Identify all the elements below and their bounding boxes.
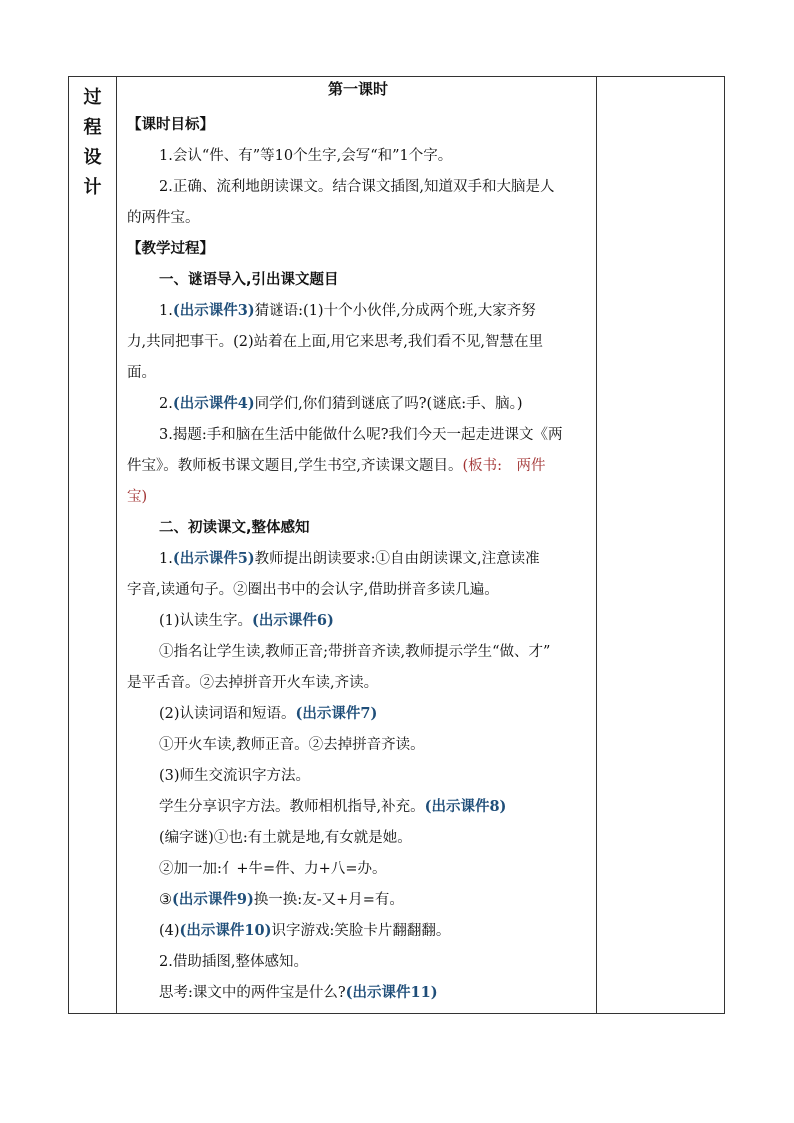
part-heading: 一、谜语导入,引出课文题目	[159, 272, 339, 288]
paragraph-line: 2.借助插图,整体感知。	[159, 954, 308, 970]
goal-item: 1.会认“件、有”等10个生字,会写“和”1个字。	[159, 148, 453, 164]
side-label-char: 计	[83, 177, 102, 198]
courseware-ref: (出示课件7)	[295, 705, 378, 722]
goal-heading: 【课时目标】	[127, 117, 214, 133]
paragraph-line: 是平舌音。②去掉拼音开火车读,齐读。	[127, 675, 379, 691]
side-label-char: 程	[83, 117, 102, 138]
text: 1.	[159, 303, 173, 319]
paragraph-line	[127, 797, 621, 817]
courseware-ref: (出示课件9)	[172, 891, 254, 908]
blackboard-note: 宝)	[127, 489, 148, 505]
paragraph-line	[127, 456, 589, 476]
page-title: 第一课时	[327, 80, 388, 98]
courseware-ref: (出示课件5)	[172, 550, 255, 567]
side-label-char: 过	[83, 87, 102, 108]
paragraph-line	[127, 890, 621, 910]
text: ③	[159, 892, 172, 908]
text: 识字游戏:笑脸卡片翻翻翻。	[271, 923, 451, 939]
part-heading: 二、初读课文,整体感知	[159, 520, 310, 536]
paragraph-line: 3.揭题:手和脑在生活中能做什么呢?我们今天一起走进课文《两	[159, 427, 563, 443]
paragraph-line	[127, 704, 621, 724]
text: (1)认读生字。	[159, 613, 253, 629]
goal-item: 2.正确、流利地朗读课文。结合课文插图,知道双手和大脑是人	[159, 179, 555, 195]
side-label-char: 设	[83, 147, 102, 168]
paragraph-line: ①开火车读,教师正音。②去掉拼音齐读。	[159, 737, 425, 753]
text: (2)认读词语和短语。	[159, 706, 296, 722]
text: 教师提出朗读要求:①自由朗读课文,注意读准	[254, 551, 540, 567]
blackboard-note: (板书: 两件	[462, 458, 546, 474]
text: 学生分享识字方法。教师相机指导,补充。	[159, 799, 425, 815]
goal-item-cont: 的两件宝。	[127, 210, 200, 226]
paragraph-line: (3)师生交流识字方法。	[159, 768, 311, 784]
paragraph-line	[127, 301, 621, 321]
paragraph-line	[127, 611, 621, 631]
paragraph-line: (编字谜)①也:有土就是地,有女就是她。	[159, 830, 412, 846]
process-heading: 【教学过程】	[127, 241, 214, 257]
paragraph-line	[127, 394, 621, 414]
text: 件宝》。教师板书课文题目,学生书空,齐读课文题目。	[127, 458, 463, 474]
courseware-ref: (出示课件3)	[172, 302, 255, 319]
paragraph-line	[127, 983, 621, 1003]
courseware-ref: (出示课件11)	[345, 984, 438, 1001]
paragraph-line	[127, 921, 621, 941]
paragraph-line: ①指名让学生读,教师正音;带拼音齐读,教师提示学生“做、才”	[159, 644, 551, 660]
text: (4)	[159, 923, 180, 939]
text: 1.	[159, 551, 173, 567]
text: 换一换:友-又+月=有。	[253, 892, 404, 908]
courseware-ref: (出示课件8)	[424, 798, 507, 815]
paragraph-line: ②加一加:亻+牛=件、力+八=办。	[159, 861, 387, 877]
text: 同学们,你们猜到谜底了吗?(谜底:手、脑。)	[254, 396, 523, 412]
paragraph-line: 面。	[127, 365, 156, 381]
courseware-ref: (出示课件10)	[179, 922, 272, 939]
courseware-ref: (出示课件6)	[252, 612, 334, 629]
text: 猜谜语:(1)十个小伙伴,分成两个班,大家齐努	[254, 303, 536, 319]
text: 2.	[159, 396, 173, 412]
lesson-table	[68, 76, 725, 1014]
paragraph-line	[127, 549, 621, 569]
courseware-ref: (出示课件4)	[172, 395, 255, 412]
paragraph-line: 力,共同把事干。(2)站着在上面,用它来思考,我们看不见,智慧在里	[127, 334, 543, 350]
column-divider-left	[116, 77, 117, 1013]
text: 思考:课文中的两件宝是什么?	[159, 985, 346, 1001]
paragraph-line: 字音,读通句子。②圈出书中的会认字,借助拼音多读几遍。	[127, 582, 499, 598]
side-label	[69, 83, 116, 203]
